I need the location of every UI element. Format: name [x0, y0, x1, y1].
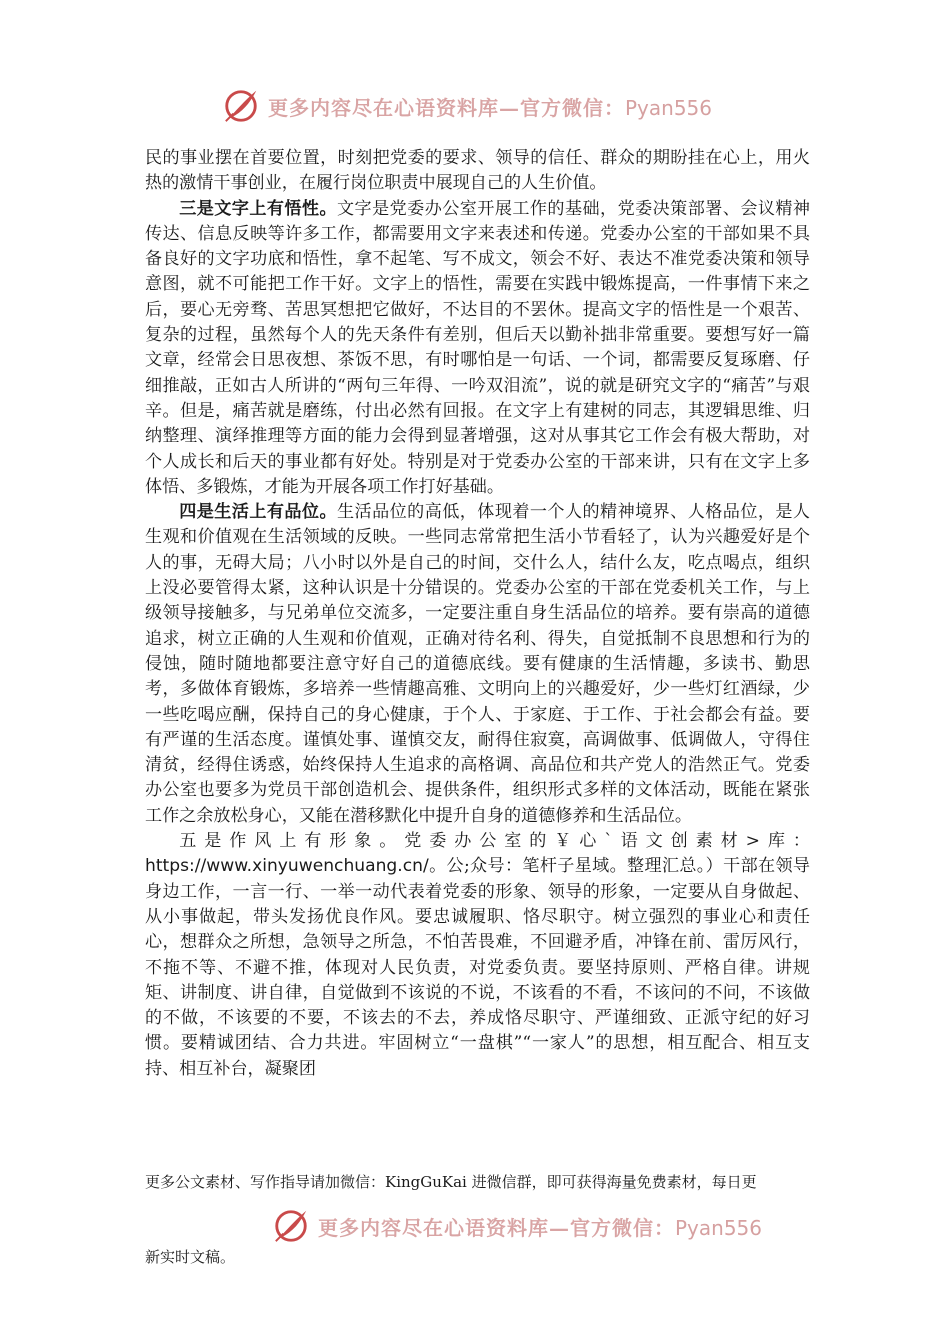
section-heading-life: 四是生活上有品位。: [179, 502, 338, 523]
quill-logo-icon: [272, 1207, 310, 1245]
section-body-life: 生活品位的高低，体现着一个人的精神境界、人格品位，是人生观和价值观在生活领域的反映。一些同志常常把生活小节看轻了，认为兴趣爱好是个人的事，无碍大局；八小时以外是自己的时间，交什么人，结什么友，吃点喝点，组织上没必要管得太紧，这种认识是十分错误的。党委办公室的干部在党委机关工作，与上级领导接触多，与兄弟单位交流多，一定要注重自身生活品位的培养。要有崇高的道德追求，树立正确的人生观和价值观，正确对待名利、得失，自觉抵制不良思想和行为的侵蚀，随时随地都要注意守好自己的道德底线。要有健康的生活情趣，多读书、勤思考，多做体育锻炼，多培养一些情趣高雅、文明向上的兴趣爱好，少一些灯红酒绿，少一些吃喝应酬，保持自己的身心健康，于个人、于家庭、于工作、于社会都会有益。要有严谨的生活态度。谨慎处事、谨慎交友，耐得住寂寞，高调做事、低调做人，守得住清贫，经得住诱惑，始终保持人生追求的高格调、高品位和共产党人的浩然正气。党委办公室也要多为党员干部创造机会、提供条件，组织形式多样的文体活动，既能在紧张工作之余放松身心，又能在潜移默化中提升自身的道德修养和生活品位。: [145, 502, 811, 826]
source-url: https://www.xinyuwenchuang.cn/: [145, 856, 429, 877]
banner-handle: Pyan556: [675, 1215, 763, 1240]
paragraph-style: 五是作风上有形象。党委办公室的￥心`语文创素材>库：https://www.xinyuwenchuang.cn/。公;众号：笔杆子星域。整理汇总。）干部在领导身边工作，一言一行、一举一动代表着党委的形象、领导的形象，一定要从自身做起、从小事做起，带头发扬优良作风。要忠诚履职、恪尽职守。树立强烈的事业心和责任心，想群众之所想，急领导之所急，不怕苦畏难，不回避矛盾，冲锋在前、雷厉风行，不拖不等、不避不推，体现对人民负责，对党委负责。要坚持原则、严格自律。讲规矩、讲制度、讲自律，自觉做到不该说的不说，不该看的不看，不该问的不问，不该做的不做，不该要的不要，不该去的不去，养成恪尽职守、严谨细致、正派守纪的好习惯。要精诚团结、合力共进。牢固树立“一盘棋”“一家人”的思想，相互配合、相互支持、相互补台，凝聚团: [145, 831, 810, 1079]
section-body-writing: 文字是党委办公室开展工作的基础，党委决策部署、会议精神传达、信息反映等许多工作，都需要用文字来表述和传递。党委办公室的干部如果不具备良好的文字功底和悟性，拿不起笔、写不成文，领会不好、表达不准党委决策和领导意图，就不可能把工作干好。文字上的悟性，需要在实践中锻炼提高，一件事情下来之后，要心无旁骛、苦思冥想把它做好，不达目的不罢休。提高文字的悟性是一个艰苦、复杂的过程，虽然每个人的先天条件有差别，但后天以勤补拙非常重要。要想写好一篇文章，经常会日思夜想、茶饭不思，有时哪怕是一句话、一个词，都需要反复琢磨、仔细推敲，正如古人所讲的“两句三年得、一吟双泪流”，说的就是研究文字的“痛苦”与艰辛。但是，痛苦就是磨练，付出必然有回报。在文字上有建树的同志，其逻辑思维、归纳整理、演绎推理等方面的能力会得到显著增强，这对从事其它工作会有极大帮助，对个人成长和后天的事业都有好处。特别是对于党委办公室的干部来讲，只有在文字上多体悟、多锻炼，才能为开展各项工作打好基础。: [145, 198, 811, 497]
quill-logo-icon: [222, 87, 260, 125]
document-body: [145, 146, 810, 1082]
banner-text: 更多内容尽在心语资料库—官方微信：Pyan556: [318, 1215, 763, 1240]
header-banner: [222, 84, 742, 128]
footer-banner: [272, 1204, 792, 1248]
footer-note: 更多公文素材、写作指导请加微信：KingGuKai 进微信群，即可获得海量免费素材，每日更: [145, 1173, 757, 1191]
paragraph-life: [145, 500, 810, 829]
section-heading-writing: 三是文字上有悟性。: [179, 198, 338, 219]
paragraph-continuation: 民的事业摆在首要位置，时刻把党委的要求、领导的信任、群众的期盼挂在心上，用火热的激情干事创业，在履行岗位职责中展现自己的人生价值。: [145, 148, 810, 194]
footer-note-continuation: 新实时文稿。: [145, 1248, 236, 1266]
banner-text: 更多内容尽在心语资料库—官方微信：Pyan556: [268, 95, 713, 120]
banner-handle: Pyan556: [625, 95, 713, 120]
paragraph-writing: [145, 197, 810, 501]
